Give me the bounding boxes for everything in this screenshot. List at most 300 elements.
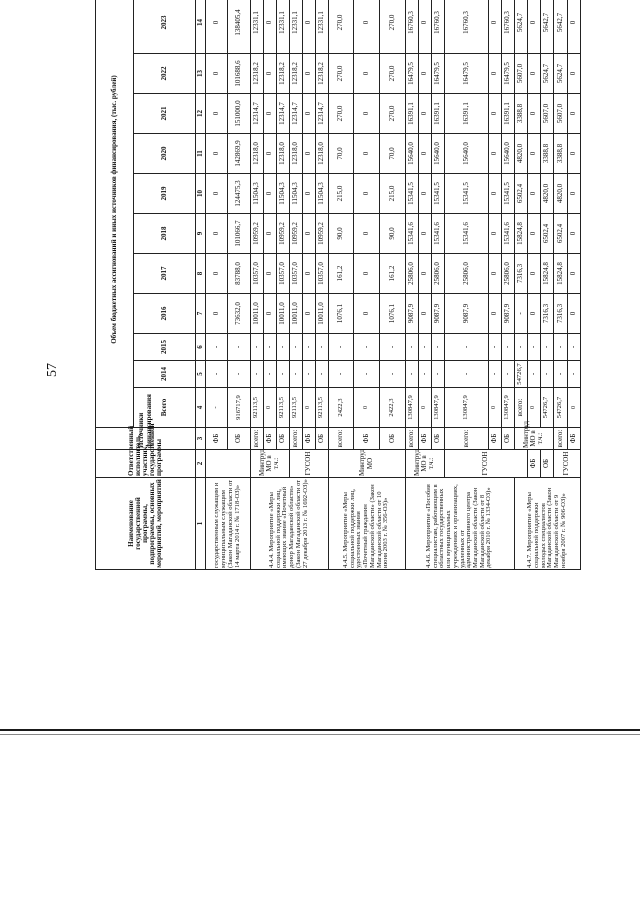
funding-source: всего: (328, 428, 354, 450)
value-year: 12318,0 (315, 134, 328, 174)
value-year: 5624,7 (514, 0, 527, 54)
funding-source: ФБ (302, 428, 315, 450)
value-year: 4820,0 (553, 174, 567, 214)
value-total: 916717,9 (228, 388, 250, 428)
value-year: 124475,3 (228, 174, 250, 214)
value-year: 101066,7 (228, 214, 250, 254)
value-year: 0 (206, 294, 228, 334)
responsible-executor: ГУСОН (289, 450, 328, 478)
header-col-7: 2020 (134, 134, 196, 174)
column-index-2: 2 (196, 450, 206, 478)
funding-source: всего: (405, 428, 418, 450)
value-year: 15341,5 (405, 174, 418, 214)
rotated-table-wrapper (95, 9, 581, 570)
value-year: 6502,4 (553, 214, 567, 254)
value-year: - (553, 334, 567, 361)
value-year: 0 (354, 134, 380, 174)
value-year: 90,0 (379, 214, 405, 254)
value-year: 5624,7 (553, 54, 567, 94)
value-year: 4820,0 (540, 174, 553, 214)
value-year: 0 (488, 174, 501, 214)
value-year: - (540, 361, 553, 388)
value-year: 0 (302, 174, 315, 214)
value-year: 83788,0 (228, 254, 250, 294)
activity-name: 4.4.7. Мероприятие «Меры социальной поддержки молодых специалистов Магаданской области (Закон Магаданской области от 9 ноября 2007 г. № 906-ОЗ)» (514, 478, 580, 570)
value-year: 0 (567, 254, 580, 294)
value-year: - (263, 334, 276, 361)
value-year: 0 (206, 54, 228, 94)
value-year: 0 (488, 54, 501, 94)
header-col-9: 2022 (134, 54, 196, 94)
value-year: 10011,0 (315, 294, 328, 334)
value-year: 12331,1 (289, 0, 302, 54)
value-year: 0 (488, 0, 501, 54)
value-year: 0 (527, 174, 540, 214)
value-year: 0 (302, 134, 315, 174)
header-col-6: 2019 (134, 174, 196, 214)
funding-source: ОБ (276, 428, 289, 450)
value-year: 12318,0 (289, 134, 302, 174)
value-year: - (567, 361, 580, 388)
value-year: - (514, 294, 527, 334)
value-year: 0 (263, 0, 276, 54)
column-index-10: 10 (196, 174, 206, 214)
value-year: - (405, 334, 418, 361)
funding-table (95, 0, 581, 570)
value-year: - (418, 361, 431, 388)
value-year: 0 (354, 54, 380, 94)
value-total: 130847,9 (431, 388, 444, 428)
value-year: 15341,6 (405, 214, 418, 254)
page-number: 57 (45, 363, 60, 377)
header-col-10: 2023 (134, 0, 196, 54)
value-total: 2422,3 (328, 388, 354, 428)
value-year: 215,0 (328, 174, 354, 214)
funding-source: ОБ (379, 428, 405, 450)
value-year: 5642,7 (553, 0, 567, 54)
value-year: 10011,0 (276, 294, 289, 334)
header-col-2: 2015 (134, 334, 196, 361)
value-year: 0 (206, 174, 228, 214)
value-year: 0 (206, 134, 228, 174)
value-year: - (431, 334, 444, 361)
header-source: Источники финансирования (96, 428, 196, 450)
value-year: 151000,0 (228, 94, 250, 134)
value-year: 1076,1 (379, 294, 405, 334)
header-name: Наименование государственной программы, подпрограммы, основных мероприятий, мероприятий (96, 478, 196, 570)
value-year: 16391,1 (431, 94, 444, 134)
header-col-5: 2018 (134, 214, 196, 254)
value-year: 3388,8 (514, 94, 527, 134)
activity-name: 4.4.4. Мероприятие «Меры социальной поддержки лиц, имеющих звание «Почетный донор Магаданской области» (Закон Магаданской области от 27 декабря 2013 г. № 1692-ОЗ)» (250, 478, 328, 570)
responsible-executor: Минтруд МО в т.ч.: (405, 450, 444, 478)
value-year: 15824,8 (553, 254, 567, 294)
column-index-1: 1 (196, 478, 206, 570)
value-year: 15824,8 (514, 214, 527, 254)
value-year: 0 (263, 134, 276, 174)
column-index-6: 6 (196, 334, 206, 361)
value-year: 16479,5 (405, 54, 418, 94)
value-year: 12318,2 (250, 54, 263, 94)
value-year: 3388,8 (540, 134, 553, 174)
value-total: 130847,9 (405, 388, 418, 428)
value-year: 0 (354, 214, 380, 254)
value-year: 12318,2 (315, 54, 328, 94)
value-year: - (315, 361, 328, 388)
value-year: - (276, 334, 289, 361)
column-index-9: 9 (196, 214, 206, 254)
value-total: 0 (418, 388, 431, 428)
funding-source: всего: (289, 428, 302, 450)
value-year: 0 (527, 254, 540, 294)
funding-source: ФБ (418, 428, 431, 450)
value-total: 54726,7 (514, 361, 527, 388)
value-year: 73632,0 (228, 294, 250, 334)
value-year: 0 (527, 214, 540, 254)
value-year: - (488, 334, 501, 361)
value-year: 1076,1 (328, 294, 354, 334)
value-year: - (250, 361, 263, 388)
value-year: - (263, 361, 276, 388)
funding-source: ФБ (354, 428, 380, 450)
value-year: 0 (302, 54, 315, 94)
header-col-8: 2021 (134, 94, 196, 134)
value-year: 0 (302, 214, 315, 254)
column-index-12: 12 (196, 94, 206, 134)
value-year: 25806,0 (431, 254, 444, 294)
header-col-1: 2014 (134, 361, 196, 388)
value-year: - (228, 361, 250, 388)
value-total: 92113,5 (250, 388, 263, 428)
value-year: 0 (418, 254, 431, 294)
value-year: - (553, 361, 567, 388)
value-year: - (354, 361, 380, 388)
value-year: 270,0 (379, 54, 405, 94)
value-year: 11504,3 (250, 174, 263, 214)
value-year: 0 (354, 294, 380, 334)
value-year: 138405,4 (228, 0, 250, 54)
value-total: 0 (527, 388, 540, 428)
responsible-executor: ГУСОН (444, 450, 527, 478)
funding-source: всего: (250, 428, 263, 450)
value-year: 161,2 (328, 254, 354, 294)
table-row (328, 0, 354, 570)
value-year: 0 (263, 94, 276, 134)
value-year: 0 (567, 214, 580, 254)
value-year: 0 (354, 174, 380, 214)
value-year: 10959,2 (250, 214, 263, 254)
value-year: 12318,0 (276, 134, 289, 174)
value-year: - (354, 334, 380, 361)
value-year: - (379, 334, 405, 361)
value-total: 0 (263, 388, 276, 428)
value-year: - (540, 334, 553, 361)
value-year: - (302, 361, 315, 388)
horizontal-rule (0, 729, 640, 731)
table-row (250, 0, 263, 570)
value-year: 11504,3 (276, 174, 289, 214)
value-year: 0 (263, 174, 276, 214)
value-total: 2422,3 (379, 388, 405, 428)
table-row (405, 0, 418, 570)
value-year: 0 (418, 174, 431, 214)
value-year: 0 (488, 94, 501, 134)
value-year: - (444, 361, 488, 388)
value-year: - (328, 334, 354, 361)
value-total: 0 (567, 388, 580, 428)
activity-name: государственным служащим и муниципальным служащим (Закон Магаданской области от 14 марта 2014 г. № 1718-ОЗ)» (206, 478, 251, 570)
value-year: - (315, 334, 328, 361)
funding-source: всего: (514, 388, 527, 428)
value-year: - (527, 334, 540, 361)
value-year: 11504,3 (315, 174, 328, 214)
value-year: 16391,1 (405, 94, 418, 134)
value-total: 92113,5 (289, 388, 302, 428)
value-year: 0 (354, 94, 380, 134)
value-year: 25806,0 (405, 254, 418, 294)
value-year: 12314,7 (289, 94, 302, 134)
value-year: - (206, 334, 228, 361)
value-year: 270,0 (328, 0, 354, 54)
value-year: 7316,3 (553, 294, 567, 334)
value-year: 16760,3 (405, 0, 418, 54)
value-year: 16760,3 (444, 0, 488, 54)
value-year: - (444, 334, 488, 361)
funding-source: ОБ (431, 428, 444, 450)
value-year: 0 (567, 134, 580, 174)
value-year: 16479,5 (431, 54, 444, 94)
value-total: 92113,5 (276, 388, 289, 428)
value-year: 70,0 (379, 134, 405, 174)
funding-source: ОБ (540, 450, 553, 478)
value-year: 9087,9 (501, 294, 514, 334)
value-year: 9087,9 (431, 294, 444, 334)
value-year: 12331,1 (315, 0, 328, 54)
value-year: - (405, 361, 418, 388)
value-year: - (289, 334, 302, 361)
value-year: 142869,9 (228, 134, 250, 174)
value-year: 0 (263, 54, 276, 94)
value-year: 3388,8 (553, 134, 567, 174)
column-index-11: 11 (196, 134, 206, 174)
value-year: 12314,7 (315, 94, 328, 134)
value-year: 9087,9 (405, 294, 418, 334)
value-year: 10011,0 (250, 294, 263, 334)
value-year: 0 (302, 254, 315, 294)
value-year: 7316,3 (540, 294, 553, 334)
value-year: 270,0 (328, 54, 354, 94)
value-year: 270,0 (379, 94, 405, 134)
value-year: 0 (206, 254, 228, 294)
value-year: 15341,5 (444, 174, 488, 214)
value-total: 0 (354, 388, 380, 428)
value-year: 270,0 (379, 0, 405, 54)
value-year: - (501, 334, 514, 361)
value-year: 0 (488, 254, 501, 294)
value-year: 16391,1 (501, 94, 514, 134)
value-year: 0 (263, 254, 276, 294)
value-year: 12331,1 (250, 0, 263, 54)
value-year: 161,2 (379, 254, 405, 294)
responsible-executor: ГУСОН (553, 450, 580, 478)
value-year: 15640,0 (431, 134, 444, 174)
funding-source: ОБ (501, 428, 514, 450)
value-year: - (431, 361, 444, 388)
value-year: - (514, 334, 527, 361)
value-year: 10011,0 (289, 294, 302, 334)
value-year: 10959,2 (276, 214, 289, 254)
value-year: 15341,6 (501, 214, 514, 254)
value-year: - (250, 334, 263, 361)
header-col-3: 2016 (134, 294, 196, 334)
value-total: 130847,9 (444, 388, 488, 428)
value-year: 10357,0 (289, 254, 302, 294)
value-year: 0 (567, 294, 580, 334)
header-col-4: 2017 (134, 254, 196, 294)
value-year: 15341,6 (431, 214, 444, 254)
header-funding-group: Объем бюджетных ассигнований и иных источников финансирования, (тыс. рублей) (96, 0, 134, 428)
value-total: 0 (302, 388, 315, 428)
value-year: 16479,5 (444, 54, 488, 94)
value-total: 0 (488, 388, 501, 428)
value-year: 5642,7 (540, 0, 553, 54)
value-year: 0 (418, 54, 431, 94)
value-year: 10357,0 (250, 254, 263, 294)
value-year: 12314,7 (250, 94, 263, 134)
value-year: - (302, 334, 315, 361)
value-year: 0 (418, 134, 431, 174)
value-total: - (206, 388, 228, 428)
value-total: 54726,7 (553, 388, 567, 428)
value-year: 12318,2 (289, 54, 302, 94)
value-year: 0 (263, 214, 276, 254)
value-year: 0 (302, 294, 315, 334)
funding-source: всего: (444, 428, 488, 450)
value-year: 0 (302, 94, 315, 134)
value-year: 4820,0 (514, 134, 527, 174)
value-year: 11504,3 (289, 174, 302, 214)
value-year: 16391,1 (444, 94, 488, 134)
value-year: 0 (488, 294, 501, 334)
value-year: 25806,0 (444, 254, 488, 294)
funding-source: ФБ (206, 428, 228, 450)
value-year: 5607,0 (514, 54, 527, 94)
responsible-executor: Минтруд МО в т.ч.: (514, 428, 553, 450)
horizontal-rule-thin (0, 734, 640, 735)
value-year: 0 (418, 94, 431, 134)
value-year: 0 (354, 254, 380, 294)
funding-source: всего: (553, 428, 567, 450)
value-year: - (228, 334, 250, 361)
value-year: 0 (418, 0, 431, 54)
value-year: - (488, 361, 501, 388)
value-year: 16760,3 (501, 0, 514, 54)
value-year: - (289, 361, 302, 388)
value-year: 15640,0 (501, 134, 514, 174)
value-year: 9087,9 (444, 294, 488, 334)
column-index-13: 13 (196, 54, 206, 94)
column-index-14: 14 (196, 0, 206, 54)
value-year: 12318,0 (250, 134, 263, 174)
value-year: 90,0 (328, 214, 354, 254)
value-year: 0 (567, 0, 580, 54)
value-year: 10959,2 (315, 214, 328, 254)
value-year: 16760,3 (431, 0, 444, 54)
value-total: 130847,9 (501, 388, 514, 428)
value-year: 6502,4 (540, 214, 553, 254)
value-year: 0 (527, 54, 540, 94)
value-year: - (418, 334, 431, 361)
value-year: 0 (567, 94, 580, 134)
value-year: 5607,0 (553, 94, 567, 134)
value-year: 6502,4 (514, 174, 527, 214)
column-index-3: 3 (196, 428, 206, 450)
value-year: 15640,0 (444, 134, 488, 174)
value-year: 12314,7 (276, 94, 289, 134)
column-index-8: 8 (196, 254, 206, 294)
value-year: 5607,0 (540, 94, 553, 134)
value-year: 0 (302, 0, 315, 54)
value-year: 10357,0 (276, 254, 289, 294)
value-year: - (567, 334, 580, 361)
value-year: 0 (206, 0, 228, 54)
value-year: 215,0 (379, 174, 405, 214)
value-year: 0 (527, 134, 540, 174)
value-year: 70,0 (328, 134, 354, 174)
activity-name: 4.4.6. Мероприятие «Пособия специалистам, работающим в областных государственных или муниципальных учреждениях и организациях, удаленных от административного центра Магаданской области (Закон Магаданской области от 8 декабря 2010 г. № 1334-ОЗ)» (405, 478, 514, 570)
value-year: 0 (567, 174, 580, 214)
value-year: 0 (527, 0, 540, 54)
activity-name: 4.4.5. Мероприятие «Меры социальной поддержки лиц, удостоенных звания «Почетный гражданин Магаданской области» (Закон Магаданской области от 10 июня 2003 г. № 356-ОЗ)» (328, 478, 405, 570)
column-index-7: 7 (196, 294, 206, 334)
value-year: 15341,5 (501, 174, 514, 214)
table-row (206, 0, 228, 570)
value-year: - (206, 361, 228, 388)
funding-source: ОБ (315, 428, 328, 450)
value-total: 92113,5 (315, 388, 328, 428)
column-index-4: 4 (196, 388, 206, 428)
responsible-executor (206, 450, 251, 478)
value-year: 270,0 (328, 94, 354, 134)
value-year: 0 (206, 94, 228, 134)
value-year: - (527, 361, 540, 388)
value-year: 10357,0 (315, 254, 328, 294)
value-year: - (328, 361, 354, 388)
value-year: 0 (418, 214, 431, 254)
value-year: 15640,0 (405, 134, 418, 174)
value-year: 12318,2 (276, 54, 289, 94)
value-year: 15824,8 (540, 254, 553, 294)
funding-source: ФБ (488, 428, 501, 450)
value-year: 101688,6 (228, 54, 250, 94)
value-year: 0 (527, 94, 540, 134)
value-year: 10959,2 (289, 214, 302, 254)
value-year: 7316,3 (514, 254, 527, 294)
value-year: 0 (206, 214, 228, 254)
value-year: - (379, 361, 405, 388)
responsible-executor: Минтруд МО в т.ч.: (250, 450, 289, 478)
value-year: 0 (354, 0, 380, 54)
value-year: 0 (567, 54, 580, 94)
responsible-executor: Минтруд МО (328, 450, 405, 478)
funding-source: ФБ (567, 428, 580, 450)
value-year: 15341,6 (444, 214, 488, 254)
value-year: 0 (488, 214, 501, 254)
table-row (514, 0, 527, 570)
value-year: 12331,1 (276, 0, 289, 54)
funding-source: ФБ (263, 428, 276, 450)
value-year: - (276, 361, 289, 388)
